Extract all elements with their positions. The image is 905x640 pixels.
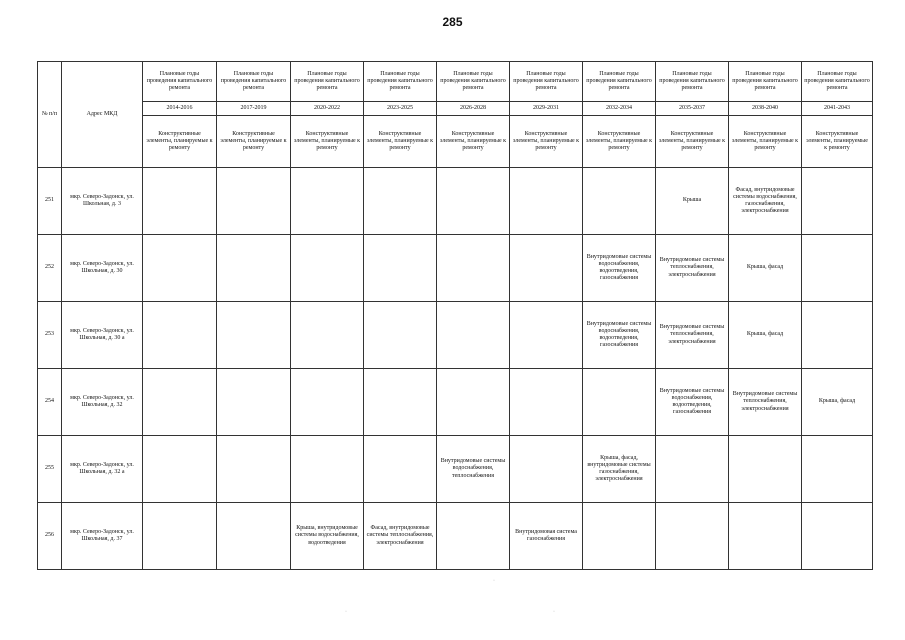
repair-cell — [583, 168, 656, 235]
elements-header: Конструктивные элементы, планируемые к ремонту — [291, 116, 364, 168]
repair-cell — [143, 235, 217, 302]
repair-cell — [143, 302, 217, 369]
scan-speck: · — [345, 609, 347, 615]
repair-cell: Крыша, фасад — [729, 302, 802, 369]
repair-cell — [656, 503, 729, 570]
table-row — [38, 302, 873, 369]
elements-header: Конструктивные элементы, планируемые к ремонту — [510, 116, 583, 168]
planned-years-header: Плановые годы проведения капитального ремонта — [729, 62, 802, 102]
repair-cell — [510, 168, 583, 235]
table-row — [38, 436, 873, 503]
capital-repair-table — [37, 61, 873, 570]
repair-cell: Внутридомовые системы водоснабжения, водоотведения, газоснабжения — [656, 369, 729, 436]
row-number: 252 — [38, 235, 62, 302]
repair-cell — [143, 168, 217, 235]
row-address: мкр. Северо-Задонск, ул. Школьная, д. 32 а — [62, 436, 143, 503]
period-header: 2014-2016 — [143, 102, 217, 116]
repair-cell — [217, 503, 291, 570]
repair-cell: Внутридомовые системы теплоснабжения, электроснабжения — [656, 302, 729, 369]
repair-cell — [802, 436, 873, 503]
planned-years-header: Плановые годы проведения капитального ремонта — [217, 62, 291, 102]
table-row — [38, 503, 873, 570]
row-number: 255 — [38, 436, 62, 503]
elements-header: Конструктивные элементы, планируемые к ремонту — [583, 116, 656, 168]
period-header: 2026-2028 — [437, 102, 510, 116]
repair-cell: Крыша, фасад — [802, 369, 873, 436]
scan-speck: · — [493, 578, 495, 584]
num-header: № п/п — [38, 62, 62, 168]
repair-cell — [143, 503, 217, 570]
repair-cell — [802, 302, 873, 369]
repair-cell — [437, 503, 510, 570]
period-header: 2029-2031 — [510, 102, 583, 116]
row-address: мкр. Северо-Задонск, ул. Школьная, д. 37 — [62, 503, 143, 570]
planned-years-header: Плановые годы проведения капитального ремонта — [510, 62, 583, 102]
planned-years-header: Плановые годы проведения капитального ремонта — [583, 62, 656, 102]
planned-years-header: Плановые годы проведения капитального ремонта — [143, 62, 217, 102]
repair-cell — [437, 302, 510, 369]
repair-cell: Крыша, фасад — [729, 235, 802, 302]
repair-cell — [291, 436, 364, 503]
period-header: 2041-2043 — [802, 102, 873, 116]
repair-cell — [364, 369, 437, 436]
repair-cell: Фасад, внутридомовые системы теплоснабжения, электроснабжения — [364, 503, 437, 570]
repair-cell — [217, 302, 291, 369]
repair-cell — [583, 369, 656, 436]
elements-header: Конструктивные элементы, планируемые к ремонту — [217, 116, 291, 168]
address-header: Адрес МКД — [62, 62, 143, 168]
header-row-periods — [38, 102, 873, 116]
repair-cell: Внутридомовые системы теплоснабжения, электроснабжения — [656, 235, 729, 302]
row-number: 253 — [38, 302, 62, 369]
repair-cell — [437, 235, 510, 302]
period-header: 2035-2037 — [656, 102, 729, 116]
repair-cell — [291, 235, 364, 302]
table-row — [38, 369, 873, 436]
period-header: 2038-2040 — [729, 102, 802, 116]
table-row — [38, 235, 873, 302]
repair-cell: Крыша, фасад, внутридомовые системы газоснабжения, электроснабжения — [583, 436, 656, 503]
repair-cell: Внутридомовые системы теплоснабжения, электроснабжения — [729, 369, 802, 436]
repair-cell — [143, 369, 217, 436]
period-header: 2032-2034 — [583, 102, 656, 116]
repair-cell — [291, 302, 364, 369]
repair-cell — [802, 168, 873, 235]
planned-years-header: Плановые годы проведения капитального ремонта — [656, 62, 729, 102]
row-address: мкр. Северо-Задонск, ул. Школьная, д. 30 а — [62, 302, 143, 369]
header-row-elements — [38, 116, 873, 168]
repair-cell — [217, 235, 291, 302]
repair-cell — [510, 436, 583, 503]
repair-cell — [510, 235, 583, 302]
planned-years-header: Плановые годы проведения капитального ремонта — [437, 62, 510, 102]
repair-cell — [217, 436, 291, 503]
repair-cell: Внутридомовые системы водоснабжения, теплоснабжения — [437, 436, 510, 503]
repair-cell — [217, 168, 291, 235]
elements-header: Конструктивные элементы, планируемые к ремонту — [729, 116, 802, 168]
scan-speck: · — [553, 609, 555, 615]
repair-cell — [291, 168, 364, 235]
elements-header: Конструктивные элементы, планируемые к ремонту — [802, 116, 873, 168]
repair-cell — [143, 436, 217, 503]
row-address: мкр. Северо-Задонск, ул. Школьная, д. 3 — [62, 168, 143, 235]
header-row-planned-years — [38, 62, 873, 102]
period-header: 2023-2025 — [364, 102, 437, 116]
period-header: 2020-2022 — [291, 102, 364, 116]
repair-cell — [510, 369, 583, 436]
table-body — [38, 168, 873, 570]
repair-cell: Крыша, внутридомовые системы водоснабжения, водоотведения — [291, 503, 364, 570]
row-number: 254 — [38, 369, 62, 436]
elements-header: Конструктивные элементы, планируемые к ремонту — [656, 116, 729, 168]
repair-cell — [510, 302, 583, 369]
elements-header: Конструктивные элементы, планируемые к ремонту — [364, 116, 437, 168]
repair-cell — [437, 369, 510, 436]
repair-cell — [802, 503, 873, 570]
planned-years-header: Плановые годы проведения капитального ремонта — [802, 62, 873, 102]
repair-cell: Внутридомовые системы водоснабжения, водоотведения, газоснабжения — [583, 235, 656, 302]
planned-years-header: Плановые годы проведения капитального ремонта — [364, 62, 437, 102]
row-address: мкр. Северо-Задонск, ул. Школьная, д. 30 — [62, 235, 143, 302]
repair-cell — [364, 302, 437, 369]
repair-cell — [583, 503, 656, 570]
repair-cell: Внутридомовая система газоснабжения — [510, 503, 583, 570]
repair-cell — [802, 235, 873, 302]
row-number: 256 — [38, 503, 62, 570]
repair-cell: Крыша — [656, 168, 729, 235]
page-number: 285 — [442, 15, 463, 29]
repair-cell — [291, 369, 364, 436]
row-number: 251 — [38, 168, 62, 235]
repair-cell — [364, 436, 437, 503]
repair-cell — [729, 436, 802, 503]
planned-years-header: Плановые годы проведения капитального ремонта — [291, 62, 364, 102]
elements-header: Конструктивные элементы, планируемые к ремонту — [437, 116, 510, 168]
repair-cell — [656, 436, 729, 503]
repair-cell — [364, 235, 437, 302]
repair-cell — [437, 168, 510, 235]
repair-cell: Внутридомовые системы водоснабжения, водоотведения, газоснабжения — [583, 302, 656, 369]
table-row — [38, 168, 873, 235]
repair-cell: Фасад, внутридомовые системы водоснабжения, газоснабжения, электроснабжения — [729, 168, 802, 235]
period-header: 2017-2019 — [217, 102, 291, 116]
repair-cell — [729, 503, 802, 570]
elements-header: Конструктивные элементы, планируемые к ремонту — [143, 116, 217, 168]
repair-cell — [217, 369, 291, 436]
repair-cell — [364, 168, 437, 235]
row-address: мкр. Северо-Задонск, ул. Школьная, д. 32 — [62, 369, 143, 436]
